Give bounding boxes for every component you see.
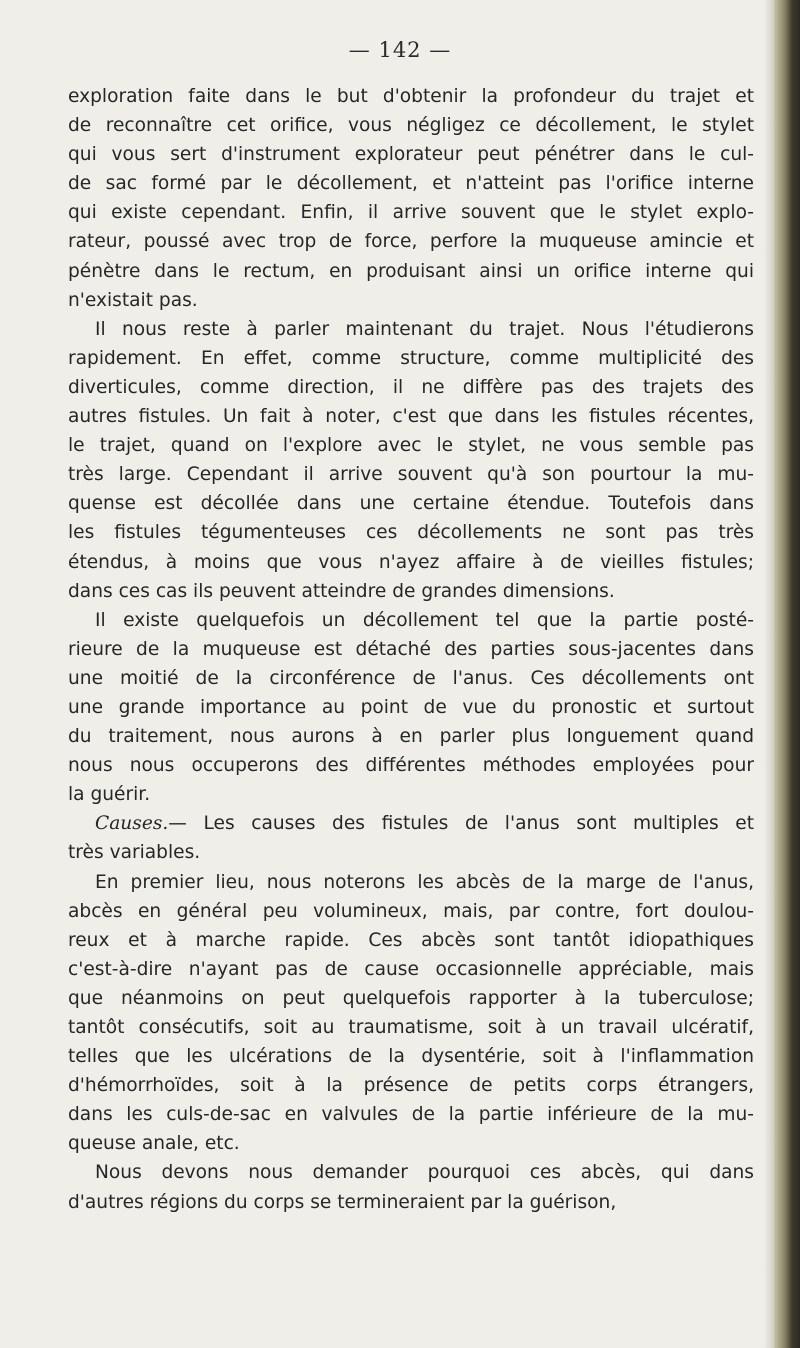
- page-number-header: — 142 —: [348, 38, 452, 62]
- paragraph: [68, 809, 754, 867]
- text-line: autres fistules. Un fait à noter, c'est que dans les fistules récentes,: [68, 406, 754, 428]
- text-line: rateur, poussé avec trop de force, perfore la muqueuse amincie et: [68, 231, 754, 253]
- text-line: qui existe cependant. Enfin, il arrive souvent que le stylet explo-: [68, 202, 754, 224]
- text-line: très variables.: [68, 842, 201, 864]
- text-line: étendus, à moins que vous n'ayez affaire à de vieilles fistules;: [68, 551, 754, 573]
- book-spine-edge: [774, 0, 800, 1348]
- paragraph: [68, 315, 754, 606]
- text-line: d'autres régions du corps se termineraient par la guérison,: [68, 1191, 617, 1213]
- text-line: le trajet, quand on l'explore avec le stylet, ne vous semble pas: [68, 435, 754, 457]
- text-line: dans les culs-de-sac en valvules de la partie inférieure de la mu-: [68, 1104, 754, 1126]
- text-line: que néanmoins on peut quelquefois rapporter à la tuberculose;: [68, 987, 754, 1009]
- text-line: qui vous sert d'instrument explorateur peut pénétrer dans le cul-: [68, 144, 754, 166]
- text-line: d'hémorrhoïdes, soit à la présence de petits corps étrangers,: [68, 1075, 754, 1097]
- text-line: du traitement, nous aurons à en parler plus longuement quand: [68, 726, 754, 748]
- text-line: c'est-à-dire n'ayant pas de cause occasionnelle appréciable, mais: [68, 958, 754, 980]
- text-line: une moitié de la circonférence de l'anus. Ces décollements ont: [68, 667, 754, 689]
- text-line: queuse anale, etc.: [68, 1133, 240, 1155]
- section-caption: Causes.: [95, 813, 169, 835]
- text-line: la guérir.: [68, 784, 151, 806]
- text-line: telles que les ulcérations de la dysentérie, soit à l'inflammation: [68, 1046, 754, 1068]
- paragraph: [68, 82, 754, 315]
- text-line: Nous devons nous demander pourquoi ces abcès, qui dans: [95, 1162, 754, 1184]
- text-line: Il nous reste à parler maintenant du trajet. Nous l'étudierons: [95, 318, 754, 340]
- text-line: exploration faite dans le but d'obtenir la profondeur du trajet et: [68, 86, 754, 107]
- text-line: rieure de la muqueuse est détaché des parties sous-jacentes dans: [68, 638, 754, 660]
- text-line: diverticules, comme direction, il ne diffère pas des trajets des: [68, 376, 754, 398]
- text-line: dans ces cas ils peuvent atteindre de grandes dimensions.: [68, 580, 615, 602]
- text-line: pénètre dans le rectum, en produisant ainsi un orifice interne qui: [68, 260, 754, 282]
- text-line: abcès en général peu volumineux, mais, par contre, fort doulou-: [68, 900, 754, 922]
- text-line-rest: — Les causes des fistules de l'anus sont multiples et: [168, 813, 754, 835]
- text-line: nous nous occuperons des différentes méthodes employées pour: [68, 755, 754, 777]
- text-line: les fistules tégumenteuses ces décollements ne sont pas très: [68, 522, 754, 544]
- text-line: n'existait pas.: [68, 289, 198, 311]
- paragraph: [68, 606, 754, 810]
- body-text: [68, 82, 754, 1217]
- text-line: une grande importance au point de vue du pronostic et surtout: [68, 696, 754, 718]
- paragraph: [68, 1158, 754, 1216]
- paragraph: [68, 868, 754, 1159]
- text-line: Il existe quelquefois un décollement tel que la partie posté-: [95, 609, 754, 631]
- text-line: [68, 809, 754, 838]
- text-line: très large. Cependant il arrive souvent qu'à son pourtour la mu-: [68, 464, 754, 486]
- text-line: de reconnaître cet orifice, vous négligez ce décollement, le stylet: [68, 115, 754, 137]
- text-line: reux et à marche rapide. Ces abcès sont tantôt idiopathiques: [68, 929, 754, 951]
- page-gutter-shadow: [764, 0, 774, 1348]
- text-line: En premier lieu, nous noterons les abcès de la marge de l'anus,: [95, 871, 754, 893]
- text-line: quense est décollée dans une certaine étendue. Toutefois dans: [68, 493, 754, 515]
- text-line: tantôt consécutifs, soit au traumatisme, soit à un travail ulcératif,: [68, 1017, 754, 1038]
- text-line: de sac formé par le décollement, et n'atteint pas l'orifice interne: [68, 173, 754, 195]
- text-line: rapidement. En effet, comme structure, comme multiplicité des: [68, 347, 754, 369]
